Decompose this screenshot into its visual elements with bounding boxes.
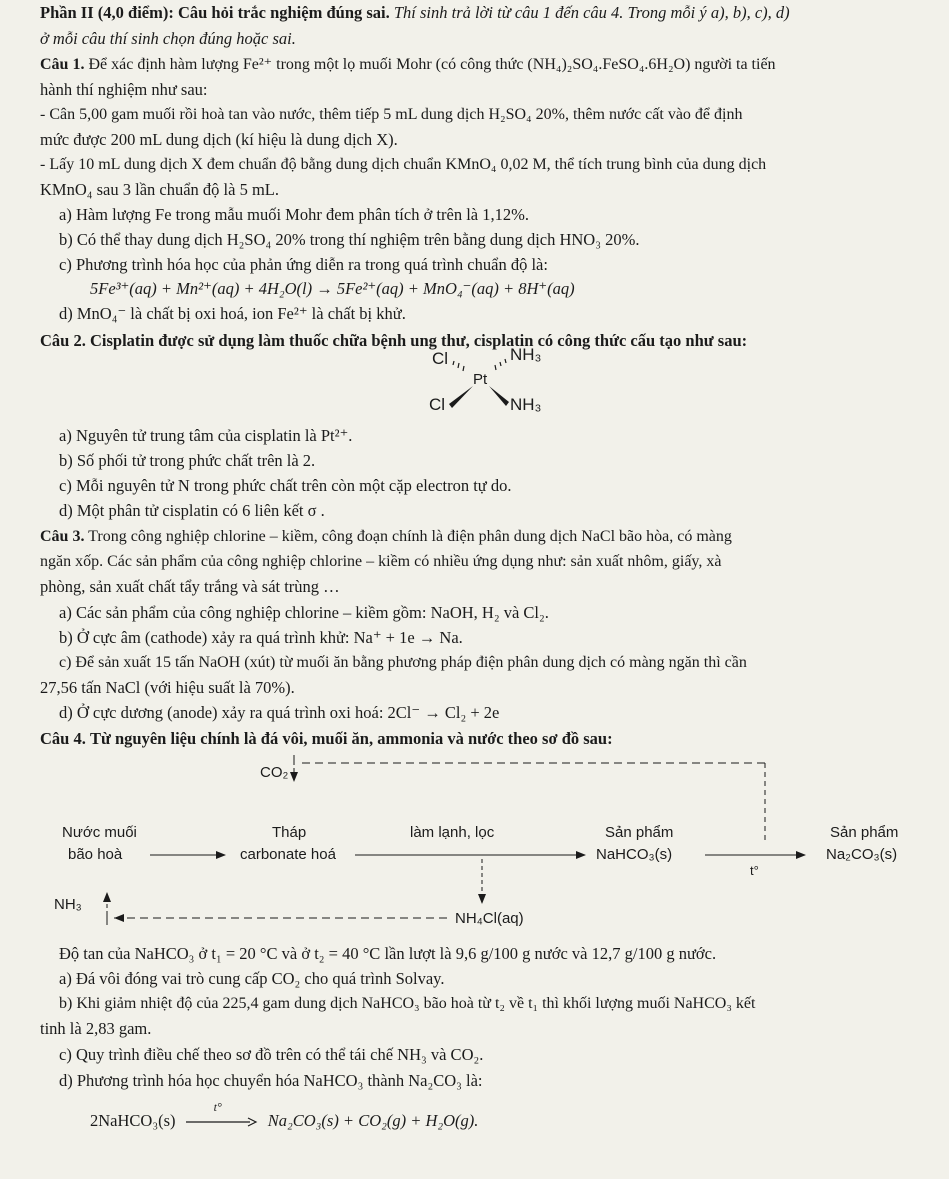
- final-label-1: Sản phẩm: [830, 824, 899, 841]
- solvay-flow-diagram: [40, 755, 940, 940]
- q2-label: Câu 2.: [40, 331, 86, 350]
- nh4cl-label: NH₄Cl(aq): [455, 910, 524, 927]
- nh3-top: NH₃: [510, 345, 542, 364]
- q1-stem-2: hành thí nghiệm như sau:: [40, 80, 208, 99]
- q1-equation: 5Fe³⁺(aq) + Mn²⁺(aq) + 4H₂O(l) → 5Fe²⁺(aq) + MnO₄⁻(aq) + 8H⁺(aq): [90, 279, 575, 298]
- q1-option-a: a) Hàm lượng Fe trong mẫu muối Mohr đem phân tích ở trên là 1,12%.: [59, 205, 529, 224]
- nh3-label: NH₃: [54, 896, 82, 913]
- q3-option-b: b) Ở cực âm (cathode) xảy ra quá trình khử: Na⁺ + 1e → Na.: [59, 628, 463, 647]
- nh3-bottom: NH₃: [510, 395, 542, 414]
- part-instruction-2: ở mỗi câu thí sinh chọn đúng hoặc sai.: [40, 29, 296, 48]
- hashed-bonds: [453, 359, 506, 371]
- q1-step-1b: mức được 200 mL dung dịch (kí hiệu là dung dịch X).: [40, 130, 398, 149]
- product-label-1: Sản phẩm: [605, 824, 674, 841]
- co2-label: CO₂: [260, 764, 289, 781]
- heat-label: t°: [750, 863, 759, 878]
- q4-option-d: d) Phương trình hóa học chuyển hóa NaHCO₃ thành Na₂CO₃ là:: [59, 1071, 483, 1090]
- q2-option-b: b) Số phối tử trong phức chất trên là 2.: [59, 451, 316, 470]
- q1-option-c: c) Phương trình hóa học của phản ứng diễn ra trong quá trình chuẩn độ là:: [59, 255, 548, 274]
- q1-step-2b: KMnO₄ sau 3 lần chuẩn độ là 5 mL.: [40, 180, 280, 199]
- eq-arrow: [186, 1100, 258, 1132]
- q3-option-c: c) Để sản xuất 15 tấn NaOH (xút) từ muối ăn bằng phương pháp điện phân dung dịch có màng ngăn thì cần: [59, 654, 747, 671]
- q3-label: Câu 3.: [40, 528, 85, 545]
- wedge-bond-left: [449, 386, 473, 408]
- cisplatin-structure: [415, 340, 615, 420]
- q1-label: Câu 1.: [40, 56, 85, 73]
- q2-option-a: a) Nguyên tử trung tâm của cisplatin là Pt²⁺.: [59, 426, 353, 445]
- q2-option-d: d) Một phân tử cisplatin có 6 liên kết σ .: [59, 501, 325, 520]
- q4-option-b: b) Khi giảm nhiệt độ của 225,4 gam dung dịch NaHCO₃ bão hoà từ t₂ về t₁ thì khối lượng muối NaHCO₃ kết: [59, 995, 756, 1012]
- step-label: làm lạnh, lọc: [410, 824, 495, 841]
- q3-option-c-2: 27,56 tấn NaCl (với hiệu suất là 70%).: [40, 678, 295, 697]
- q3-stem-2: ngăn xốp. Các sản phẩm của công nghiệp chlorine – kiềm có nhiều ứng dụng như: sản xuất nhôm, giấy, xà: [40, 553, 722, 570]
- input-label-1: Nước muối: [62, 824, 137, 841]
- eq-left: 2NaHCO₃(s): [90, 1111, 176, 1130]
- cl-bottom: Cl: [429, 395, 446, 414]
- q1-step-2: - Lấy 10 mL dung dịch X đem chuẩn độ bằng dung dịch chuẩn KMnO₄ 0,02 M, thể tích trung bình của dung dịch: [40, 156, 767, 173]
- q2-stem: Câu 2. Cisplatin được sử dụng làm thuốc chữa bệnh ung thư, cisplatin có công thức cấu tạo như sau:: [40, 331, 748, 350]
- pt-center: Pt: [473, 371, 488, 388]
- q1-step-1: - Cân 5,00 gam muối rồi hoà tan vào nước, thêm tiếp 5 mL dung dịch H₂SO₄ 20%, thêm nước cất vào để định: [40, 106, 743, 123]
- part-header: [40, 2, 790, 24]
- q1-stem: Câu 1. Để xác định hàm lượng Fe²⁺ trong một lọ muối Mohr (có công thức (NH₄)₂SO₄.FeSO₄.6H₂O) người ta tiến: [40, 56, 776, 73]
- q2-option-c: c) Mỗi nguyên tử N trong phức chất trên còn một cặp electron tự do.: [59, 476, 512, 495]
- cl-top: Cl: [432, 349, 449, 368]
- tower-label-2: carbonate hoá: [240, 846, 336, 863]
- final-label-2: Na₂CO₃(s): [826, 846, 898, 863]
- q4-label: Câu 4.: [40, 729, 86, 748]
- q1-option-d: d) MnO₄⁻ là chất bị oxi hoá, ion Fe²⁺ là chất bị khử.: [59, 304, 406, 323]
- eq-right: Na₂CO₃(s) + CO₂(g) + H₂O(g).: [267, 1111, 479, 1130]
- q4-equation: [90, 1100, 479, 1132]
- wedge-bond-right: [489, 386, 509, 406]
- q4-stem: Câu 4. Từ nguyên liệu chính là đá vôi, muối ăn, ammonia và nước theo sơ đồ sau:: [40, 729, 613, 748]
- q3-option-a: a) Các sản phẩm của công nghiệp chlorine – kiềm gồm: NaOH, H₂ và Cl₂.: [59, 603, 549, 622]
- q4-option-c: c) Quy trình điều chế theo sơ đồ trên có thể tái chế NH₃ và CO₂.: [59, 1045, 484, 1064]
- part-title: Phần II (4,0 điểm): Câu hỏi trắc nghiệm đúng sai.: [40, 3, 390, 22]
- tower-label-1: Tháp: [272, 824, 307, 841]
- eq-condition: t°: [213, 1100, 222, 1114]
- input-label-2: bão hoà: [68, 846, 123, 863]
- q1-option-b: b) Có thể thay dung dịch H₂SO₄ 20% trong thí nghiệm trên bằng dung dịch HNO₃ 20%.: [59, 230, 640, 249]
- part-instruction: Thí sinh trả lời từ câu 1 đến câu 4. Trong mỗi ý a), b), c), d): [393, 3, 790, 22]
- q4-option-a: a) Đá vôi đóng vai trò cung cấp CO₂ cho quá trình Solvay.: [59, 969, 445, 988]
- right-arrow-icon: [186, 1116, 258, 1128]
- product-label-2: NaHCO₃(s): [596, 846, 673, 863]
- q4-option-b-2: tinh là 2,83 gam.: [40, 1019, 152, 1038]
- q3-option-d: d) Ở cực dương (anode) xảy ra quá trình oxi hoá: 2Cl⁻ → Cl₂ + 2e: [59, 703, 500, 722]
- q3-stem-3: phòng, sản xuất chất tẩy trắng và sát trùng …: [40, 577, 340, 596]
- q3-stem: Câu 3. Trong công nghiệp chlorine – kiềm, công đoạn chính là điện phân dung dịch NaCl bão hòa, có màng: [40, 528, 732, 545]
- q4-solubility: Độ tan của NaHCO₃ ở t₁ = 20 °C và ở t₂ = 40 °C lần lượt là 9,6 g/100 g nước và 12,7 g/100 g nước.: [59, 944, 717, 963]
